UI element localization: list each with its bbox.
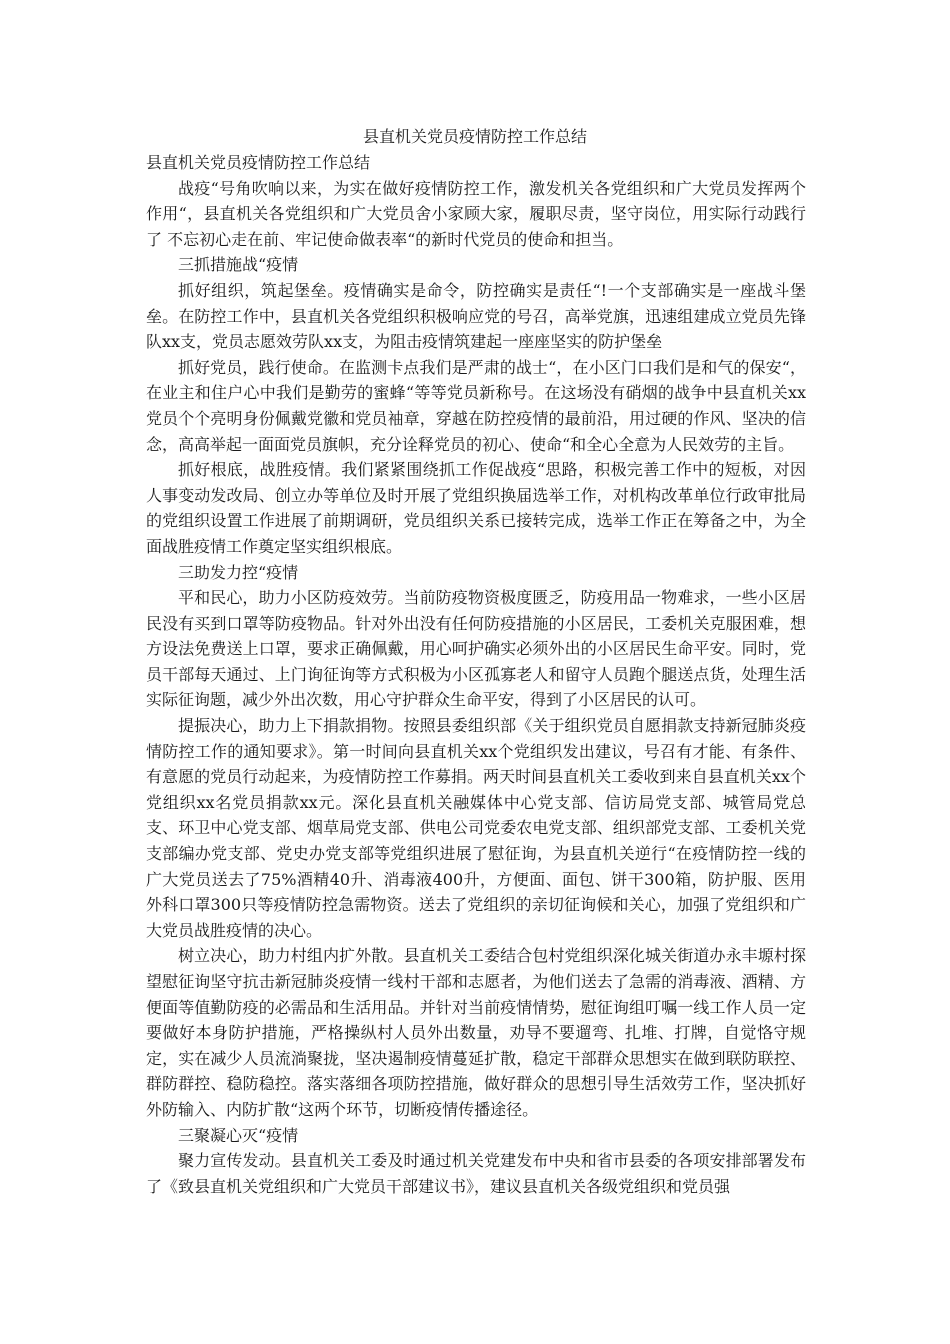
document-subtitle: 县直机关党员疫情防控工作总结 (146, 153, 371, 172)
document-body (146, 150, 806, 1199)
paragraph: 聚力宣传发动。县直机关工委及时通过机关党建发布中央和省市县委的各项安排部署发布了《致县直机关党组织和广大党员干部建议书》，建议县直机关各级党组织和党员强 (146, 1151, 806, 1196)
paragraph: 抓好党员，践行使命。在监测卡点我们是严肃的战士“，在小区门口我们是和气的保安“，在业主和住户心中我们是勤劳的蜜蜂“等等党员新称号。在这场没有硝烟的战争中县直机关xx党员个个亮明身份佩戴党徽和党员袖章，穿越在防控疫情的最前沿，用过硬的作风、坚决的信念，高高举起一面面党员旗帜，充分诠释党员的初心、使命“和全心全意为人民效劳的主旨。 (146, 357, 806, 454)
section-heading-1: 三抓措施战“疫情 (178, 255, 299, 275)
section-heading-3: 三聚凝心灭“疫情 (178, 1125, 299, 1145)
paragraph: 抓好组织，筑起堡垒。疫情确实是命令，防控确实是责任“!一个支部确实是一座战斗堡垒。在防控工作中，县直机关各党组织积极响应党的号召，高举党旗，迅速组建成立党员先锋队xx支，党员志愿效劳队xx支，为阻击疫情筑建起一座座坚实的防护堡垒 (146, 280, 806, 352)
paragraph: 平和民心，助力小区防疫效劳。当前防疫物资极度匮乏，防疫用品一物难求，一些小区居民没有买到口罩等防疫物品。针对外出没有任何防疫措施的小区居民，工委机关克服困难，想方设法免费送上口罩，要求正确佩戴，用心呵护确实必须外出的小区居民生命平安。同时，党员干部每天通过、上门询征询等方式积极为小区孤寡老人和留守人员跑个腿送点货，处理生活实际征询题，减少外出次数，用心守护群众生命平安，得到了小区居民的认可。 (146, 588, 806, 710)
document-title: 县直机关党员疫情防控工作总结 (362, 127, 587, 146)
paragraph: 树立决心，助力村组内扩外散。县直机关工委结合包村党组织深化城关街道办永丰塬村探望慰征询坚守抗击新冠肺炎疫情一线村干部和志愿者，为他们送去了急需的消毒液、酒精、方便面等值勤防疫的必需品和生活用品。并针对当前疫情情势，慰征询组叮嘱一线工作人员一定要做好本身防护措施，严格操纵村人员外出数量，劝导不要遛弯、扎堆、打牌，自觉恪守规定，实在减少人员流淌聚拢，坚决遏制疫情蔓延扩散，稳定干部群众思想实在做到联防联控、群防群控、稳防稳控。落实落细各项防控措施，做好群众的思想引导生活效劳工作，坚决抓好外防输入、内防扩散“这两个环节，切断疫情传播途径。 (146, 946, 806, 1119)
paragraph: 抓好根底，战胜疫情。我们紧紧围绕抓工作促战疫“思路，积极完善工作中的短板，对因人事变动发改局、创立办等单位及时开展了党组织换届选举工作，对机构改革单位行政审批局的党组织设置工作进展了前期调研，党员组织关系已接转完成，选举工作正在筹备之中，为全面战胜疫情工作奠定坚实组织根底。 (146, 460, 806, 556)
paragraph: 提振决心，助力上下捐款捐物。按照县委组织部《关于组织党员自愿捐款支持新冠肺炎疫情防控工作的通知要求》。第一时间向县直机关xx个党组织发出建议，号召有才能、有条件、有意愿的党员行动起来，为疫情防控工作募捐。两天时间县直机关工委收到来自县直机关xx个党组织xx名党员捐款xx元。深化县直机关融媒体中心党支部、信访局党支部、城管局党总支、环卫中心党支部、烟草局党支部、供电公司党委农电党支部、组织部党支部、工委机关党支部编办党支部、党史办党支部等党组织进展了慰征询，为县直机关逆行“在疫情防控一线的广大党员送去了75%酒精40升、消毒液400升，方便面、面包、饼干300箱，防护服、医用外科口罩300只等疫情防控急需物资。送去了党组织的亲切征询候和关心，加强了党组织和广大党员战胜疫情的决心。 (146, 716, 806, 940)
paragraph-intro: 战疫“号角吹响以来，为实在做好疫情防控工作，激发机关各党组织和广大党员发挥两个作用“，县直机关各党组织和广大党员舍小家顾大家，履职尽责，坚守岗位，用实际行动践行了 不忘初心走在前、牢记使命做表率“的新时代党员的使命和担当。 (146, 178, 806, 249)
section-heading-2: 三助发力控“疫情 (178, 562, 299, 582)
